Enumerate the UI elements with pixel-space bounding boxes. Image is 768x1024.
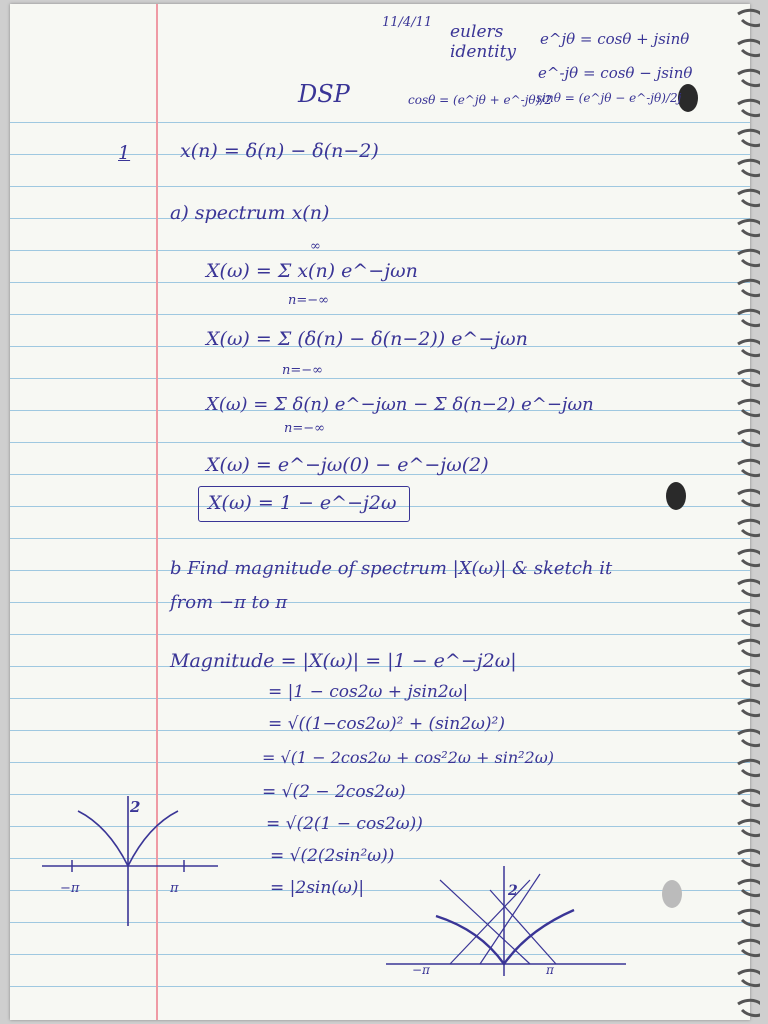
spectrum-eq-3: X(ω) = Σ δ(n) e^−jωn − Σ δ(n−2) e^−jωn: [206, 394, 594, 415]
signal-definition: x(n) = δ(n) − δ(n−2): [180, 140, 379, 162]
spiral-coil: [738, 370, 760, 385]
spiral-coil: [738, 580, 760, 595]
spiral-coil: [738, 790, 760, 805]
punch-hole: [662, 880, 682, 908]
magnitude-eq-4: = √(1 − 2cos2ω + cos²2ω + sin²2ω): [262, 748, 555, 767]
spiral-coil: [738, 340, 760, 355]
spiral-coil: [738, 1000, 760, 1015]
part-a-label: a) spectrum x(n): [170, 202, 330, 224]
sketch-peak-label: 2: [130, 798, 141, 816]
problem-number: 1: [118, 142, 131, 164]
spiral-coil: [738, 550, 760, 565]
euler-label: eulers identity: [450, 22, 517, 63]
magnitude-eq-3: = √((1−cos2ω)² + (sin2ω)²): [268, 714, 505, 734]
spiral-coil: [738, 400, 760, 415]
euler-identity-1: e^jθ = cosθ + jsinθ: [540, 30, 690, 48]
spectrum-eq-1: X(ω) = Σ x(n) e^−jωn: [206, 260, 418, 282]
spiral-coil: [738, 970, 760, 985]
spiral-coil: [738, 190, 760, 205]
page-title: DSP: [298, 80, 350, 108]
sketch-neg-pi-label: −π: [60, 881, 80, 896]
spectrum-eq-2: X(ω) = Σ (δ(n) − δ(n−2)) e^−jωn: [206, 328, 528, 350]
euler-identity-2: e^-jθ = cosθ − jsinθ: [538, 64, 693, 82]
sketch-curve: [436, 910, 574, 964]
spiral-coil: [738, 820, 760, 835]
spiral-coil: [738, 70, 760, 85]
magnitude-eq-8: = |2sin(ω)|: [270, 878, 365, 898]
spiral-coil: [738, 730, 760, 745]
sin-definition: sinθ = (e^jθ − e^-jθ)/2j: [536, 91, 682, 105]
ruled-line: [10, 634, 750, 635]
ruled-line: [10, 218, 750, 219]
ruled-line: [10, 186, 750, 187]
ruled-line: [10, 538, 750, 539]
sum-upper-limit: ∞: [310, 239, 321, 254]
sum-lower-limit: n=−∞: [288, 293, 329, 308]
sketch-pos-pi-label: π: [546, 963, 554, 977]
spiral-coil: [738, 760, 760, 775]
spiral-coil: [738, 670, 760, 685]
cos-definition: cosθ = (e^jθ + e^-jθ)/2: [408, 93, 552, 107]
spiral-coil: [738, 40, 760, 55]
spiral-coil: [738, 910, 760, 925]
punch-hole: [666, 482, 686, 510]
sum-lower-limit: n=−∞: [284, 421, 325, 436]
spiral-coil: [738, 430, 760, 445]
magnitude-eq-1: Magnitude = |X(ω)| = |1 − e^−j2ω|: [170, 650, 517, 672]
spiral-coil: [738, 10, 760, 25]
magnitude-eq-2: = |1 − cos2ω + jsin2ω|: [268, 682, 469, 702]
spiral-coil: [738, 850, 760, 865]
spectrum-eq-4: X(ω) = e^−jω(0) − e^−jω(2): [206, 454, 489, 476]
spiral-coil: [738, 130, 760, 145]
spiral-coil: [738, 520, 760, 535]
spiral-coil: [738, 280, 760, 295]
magnitude-sketch-right: [380, 860, 630, 980]
spiral-coil: [738, 640, 760, 655]
spiral-binding: [736, 0, 760, 1024]
ruled-line: [10, 122, 750, 123]
sketch-neg-pi-label: −π: [412, 963, 430, 977]
sum-lower-limit: n=−∞: [282, 363, 323, 378]
spiral-coil: [738, 700, 760, 715]
spiral-coil: [738, 610, 760, 625]
spiral-coil: [738, 100, 760, 115]
part-b-label-range: from −π to π: [170, 592, 288, 613]
spiral-coil: [738, 460, 760, 475]
spiral-coil: [738, 310, 760, 325]
sketch-peak-label: 2: [508, 883, 518, 899]
magnitude-eq-6: = √(2(1 − cos2ω)): [266, 814, 423, 834]
magnitude-eq-5: = √(2 − 2cos2ω): [262, 782, 406, 802]
spiral-coil: [738, 250, 760, 265]
ruled-line: [10, 986, 750, 987]
ruled-line: [10, 442, 750, 443]
spiral-coil: [738, 940, 760, 955]
ruled-line: [10, 602, 750, 603]
sketch-pos-pi-label: π: [170, 881, 179, 896]
date: 11/4/11: [382, 15, 433, 30]
magnitude-eq-7: = √(2(2sin²ω)): [270, 846, 395, 866]
part-b-label: b Find magnitude of spectrum |X(ω)| & sketch it: [170, 558, 613, 579]
ruled-line: [10, 378, 750, 379]
ruled-line: [10, 314, 750, 315]
spiral-coil: [738, 220, 760, 235]
spiral-coil: [738, 880, 760, 895]
spiral-coil: [738, 160, 760, 175]
ruled-line: [10, 250, 750, 251]
spiral-coil: [738, 490, 760, 505]
spectrum-result: X(ω) = 1 − e^−j2ω: [208, 492, 397, 514]
ruled-line: [10, 282, 750, 283]
notebook-page: [10, 4, 750, 1020]
